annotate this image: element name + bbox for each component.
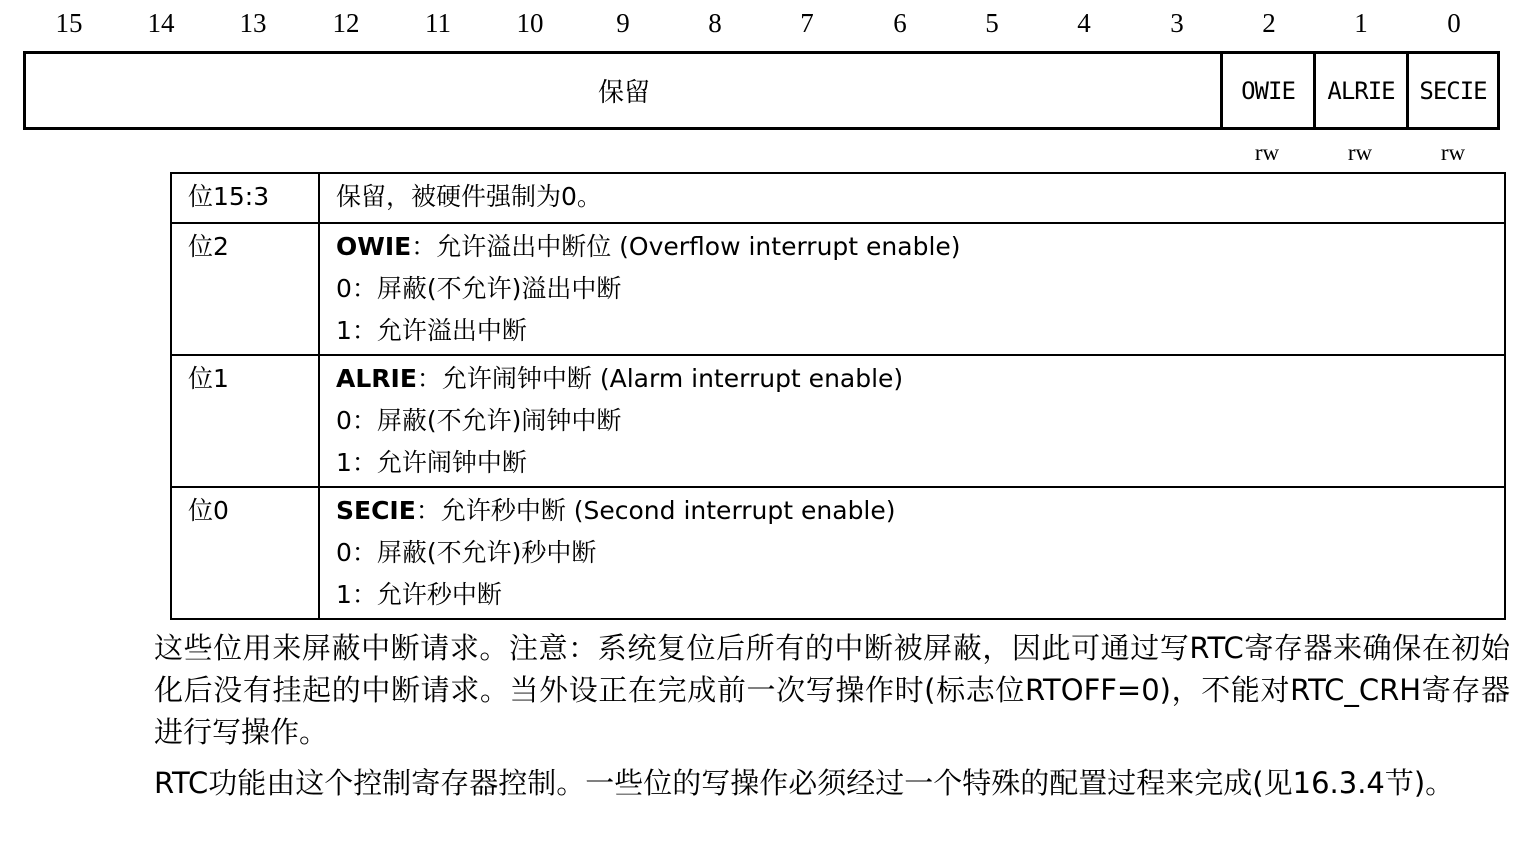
bit-number: 10 [516,8,544,38]
register-bit-field-box [23,51,1500,130]
description-line: 1：允许溢出中断 [336,316,527,345]
bit-number: 7 [800,8,814,38]
description-line: 1：允许秒中断 [336,580,502,609]
description-cell [319,173,1505,223]
alrie-access: rw [1347,140,1373,165]
table-row [171,487,1505,619]
bit-range-cell: 位0 [171,487,319,619]
interrupt-mask-note-paragraph: 这些位用来屏蔽中断请求。注意：系统复位后所有的中断被屏蔽，因此可通过写RTC寄存器来确保在初始化后没有挂起的中断请求。当外设正在完成前一次写操作时(标志位RTOFF=0)，不能对RTC_CRH寄存器进行写操作。 [154,631,1510,749]
owie-field-label: OWIE [1241,76,1295,105]
owie-field-cell [1220,54,1313,127]
bit-number: 12 [332,8,360,38]
description-title [336,490,1488,532]
description-cell [319,223,1505,355]
bit-number: 4 [1077,8,1091,38]
bit-number: 0 [1447,8,1461,38]
bit-number-ruler [23,8,1500,42]
description-line: 0：屏蔽(不允许)闹钟中断 [336,406,622,435]
secie-access: rw [1440,140,1466,165]
bit-number: 11 [425,8,451,38]
description-title [336,226,1488,268]
control-register-note-paragraph: RTC功能由这个控制寄存器控制。一些位的写操作必须经过一个特殊的配置过程来完成(见16.3.4节)。 [154,766,1455,800]
bit-range-cell: 位2 [171,223,319,355]
reserved-field-cell [26,54,1222,127]
bit-number: 9 [616,8,630,38]
field-title: ：允许闹钟中断 (Alarm interrupt enable) [416,364,904,393]
bit-number: 5 [985,8,999,38]
field-title: ：允许秒中断 (Second interrupt enable) [415,496,896,525]
field-name: ALRIE [336,364,417,393]
table-row [171,223,1505,355]
description-line: 0：屏蔽(不允许)秒中断 [336,538,597,567]
alrie-field-cell [1313,54,1406,127]
description-line: 0：屏蔽(不允许)溢出中断 [336,274,622,303]
owie-access: rw [1254,140,1280,165]
description-cell [319,355,1505,487]
bit-number: 3 [1170,8,1184,38]
secie-field-cell [1406,54,1497,127]
bit-number: 14 [147,8,175,38]
description-cell [319,487,1505,619]
table-row [171,173,1505,223]
bit-number: 8 [708,8,722,38]
alrie-field-label: ALRIE [1327,76,1395,105]
bit-number: 1 [1354,8,1368,38]
secie-field-label: SECIE [1419,76,1487,105]
field-title: ：允许溢出中断位 (Overflow interrupt enable) [411,232,961,261]
bit-range-cell: 位15:3 [171,173,319,223]
field-name: SECIE [336,496,416,525]
bit-range-cell: 位1 [171,355,319,487]
bit-number: 13 [239,8,267,38]
description-line: 保留，被硬件强制为0。 [336,182,602,211]
reserved-field-label: 保留 [597,78,650,108]
bit-number: 6 [893,8,907,38]
bit-number: 15 [55,8,83,38]
table-row [171,355,1505,487]
bit-number: 2 [1262,8,1276,38]
field-name: OWIE [336,232,412,261]
bit-description-table [170,172,1506,620]
description-line: 1：允许闹钟中断 [336,448,527,477]
description-title [336,358,1488,400]
